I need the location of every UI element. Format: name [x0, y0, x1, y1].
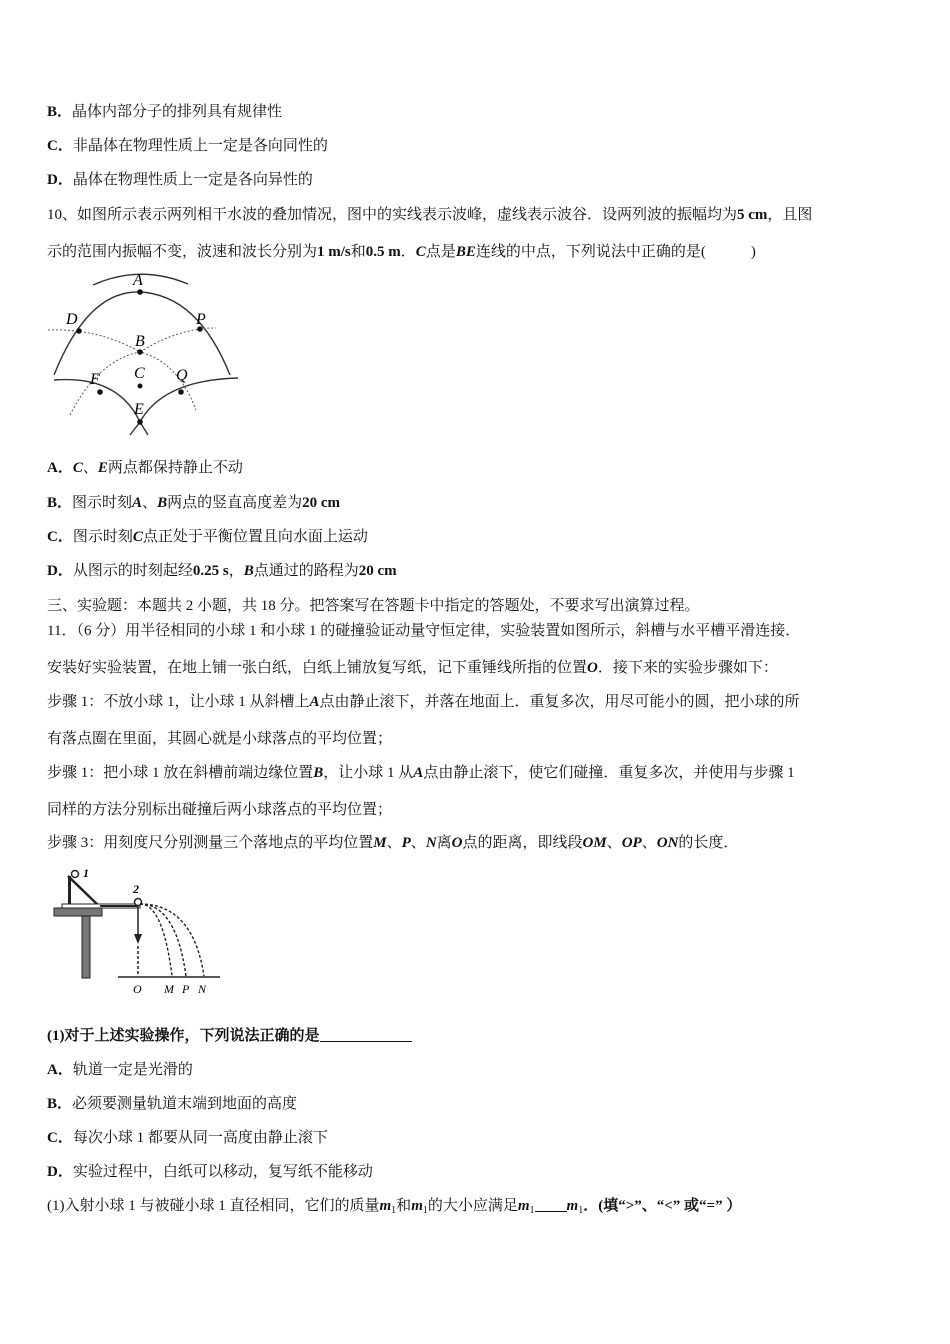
q10-option-d: [47, 561, 397, 581]
q10-stem-line1: [47, 205, 812, 225]
point-label: E: [97, 460, 108, 476]
label-q: Q: [176, 367, 188, 384]
label-c: C: [134, 365, 145, 382]
q9-option-b: [47, 102, 282, 122]
option-text: 两点都保持静止不动: [107, 460, 243, 476]
option-text: 、: [142, 495, 158, 511]
stem-text: ，且图: [767, 207, 813, 223]
stem-text: 步骤 3：用刻度尺分别测量三个落地点的平均位置: [47, 835, 374, 851]
stem-text: 连线的中点，下列说法中正确的是( ): [475, 244, 756, 260]
point-c: [138, 384, 143, 389]
option-text: 点正处于平衡位置且向水面上运动: [142, 529, 368, 545]
option-text: 图示时刻: [72, 529, 133, 545]
segment-label: OM: [582, 835, 607, 851]
mass-subscript: 1: [578, 1205, 584, 1216]
q11-sub1-option-a: [47, 1060, 193, 1080]
wave-interference-figure: [48, 270, 238, 438]
option-text: 从图示的时刻起经: [72, 563, 193, 579]
mass-subscript: 1: [391, 1205, 397, 1216]
point-label: C: [415, 244, 426, 260]
q11-step1: [47, 692, 800, 712]
label-p: P: [182, 982, 190, 996]
amplitude-value: 5 cm: [737, 207, 768, 223]
segment-label: BE: [455, 244, 476, 260]
stem-text: 示的范围内振幅不变，波速和波长分别为: [47, 244, 318, 260]
stem-text: 安装好实验装置，在地上铺一张白纸，白纸上铺放复写纸，记下重锤线所指的位置: [47, 660, 588, 676]
q11-step2-cont: 同样的方法分别标出碰撞后两小球落点的平均位置；: [47, 802, 393, 818]
prompt-text: (1)入射小球 1 与被碰小球 1 直径相同，它们的质量: [47, 1198, 380, 1214]
stem-text: 点由静止滚下，使它们碰撞．重复多次，并使用与步骤 1: [423, 765, 795, 781]
mass-subscript: 1: [422, 1205, 428, 1216]
segment-label: ON: [656, 835, 679, 851]
q10-option-b: [47, 493, 340, 513]
point-label: P: [401, 835, 411, 851]
label-n: N: [198, 982, 207, 996]
q11-line2: [47, 658, 778, 678]
stem-text: 步骤 1：不放小球 1，让小球 1 从斜槽上: [47, 694, 310, 710]
stem-text: 和: [350, 244, 366, 260]
stem-text: 离: [436, 835, 452, 851]
speed-value: 1 m/s: [317, 244, 351, 260]
option-letter: C．: [47, 138, 73, 154]
point-label: B: [313, 765, 324, 781]
mass-symbol: m: [517, 1198, 530, 1214]
point-d: [76, 328, 82, 334]
stem-text: ．: [400, 244, 416, 260]
stem-text: ．接下来的实验步骤如下：: [597, 660, 778, 676]
option-text: 非晶体在物理性质上一定是各向同性的: [72, 138, 328, 154]
point-f: [97, 389, 103, 395]
prompt-text: (1)对于上述实验操作，下列说法正确的是: [47, 1028, 320, 1044]
label-p: P: [196, 311, 206, 328]
wavelength-value: 0.5 m: [365, 244, 401, 260]
point-label: B: [243, 563, 254, 579]
q11-step3: [47, 833, 738, 853]
option-text: 点通过的路程为: [253, 563, 359, 579]
mass-symbol: m: [379, 1198, 392, 1214]
option-text: 必须要测量轨道末端到地面的高度: [72, 1096, 298, 1112]
label-b: B: [135, 333, 145, 350]
point-label: O: [587, 660, 598, 676]
value: 0.25 s: [192, 563, 229, 579]
mass-subscript: 1: [529, 1205, 535, 1216]
prompt-text: 和: [396, 1198, 412, 1214]
stem-text: 点由静止滚下，并落在地面上．重复多次，用尽可能小的圆，把小球的所: [319, 694, 800, 710]
point-label: A: [132, 495, 143, 511]
label-f: F: [90, 371, 100, 388]
option-letter: D．: [47, 172, 73, 188]
option-text: 轨道一定是光滑的: [72, 1062, 193, 1078]
mass-symbol: m: [411, 1198, 423, 1214]
label-ball-2: 2: [133, 882, 139, 896]
value: 20 cm: [358, 563, 397, 579]
q11-step2: [47, 763, 795, 783]
option-letter: C．: [47, 529, 73, 545]
point-label: M: [373, 835, 387, 851]
answer-blank[interactable]: [535, 1197, 567, 1212]
collision-apparatus-figure: [48, 866, 223, 998]
point-label: B: [157, 495, 168, 511]
option-letter: B．: [47, 495, 73, 511]
q11-sub1-option-c: [47, 1128, 328, 1148]
point-b: [137, 349, 143, 355]
ball-1: [72, 871, 79, 878]
option-text: 两点的竖直高度差为: [167, 495, 303, 511]
point-label: N: [425, 835, 437, 851]
option-letter: B．: [47, 1096, 73, 1112]
stem-text: 步骤 1：把小球 1 放在斜槽前端边缘位置: [47, 765, 314, 781]
prompt-text: 的大小应满足: [427, 1198, 518, 1214]
label-a: A: [133, 272, 143, 289]
option-text: 每次小球 1 都要从同一高度由静止滚下: [72, 1130, 328, 1146]
mass-symbol: m: [566, 1198, 579, 1214]
label-m: M: [164, 982, 174, 996]
stem-text: 的长度．: [678, 835, 739, 851]
option-letter: A．: [47, 1062, 73, 1078]
option-text: 、: [82, 460, 98, 476]
option-text: 图示时刻: [72, 495, 133, 511]
q11-sub1-option-b: [47, 1094, 297, 1114]
point-a: [137, 289, 143, 295]
option-letter: B．: [47, 104, 73, 120]
q10-option-c: [47, 527, 368, 547]
point-label: A: [413, 765, 424, 781]
separator: 、: [606, 835, 622, 851]
label-o: O: [133, 982, 142, 996]
section-heading: 三、实验题：本题共 2 小题，共 18 分。把答案写在答题卡中指定的答题处，不要求写出演算过程。: [47, 598, 700, 614]
stem-text: 10、如图所示表示两列相干水波的叠加情况，图中的实线表示波峰，虚线表示波谷．设两列波的振幅均为: [47, 207, 738, 223]
point-q: [178, 389, 184, 395]
option-letter: D．: [47, 563, 73, 579]
separator: 、: [641, 835, 657, 851]
separator: 、: [386, 835, 402, 851]
q9-option-c: [47, 136, 328, 156]
label-d: D: [66, 311, 78, 328]
prompt-text: ．(填“>”、“<” 或“=” ）: [583, 1198, 742, 1214]
q11-sub1-prompt: [47, 1026, 412, 1046]
q10-stem-line2: [47, 242, 756, 262]
q10-option-a: [47, 458, 243, 478]
segment-label: OP: [621, 835, 642, 851]
stem-text: 点是: [425, 244, 456, 260]
label-ball-1: 1: [83, 866, 89, 880]
option-text: ，: [228, 563, 244, 579]
point-label: O: [451, 835, 463, 851]
stem-text: ，让小球 1 从: [323, 765, 414, 781]
option-letter: D．: [47, 1164, 73, 1180]
option-letter: C．: [47, 1130, 73, 1146]
point-label: C: [72, 460, 83, 476]
point-label: A: [309, 694, 320, 710]
value: 20 cm: [302, 495, 340, 511]
q11-line1: 11．（6 分）用半径相同的小球 1 和小球 1 的碰撞验证动量守恒定律，实验装置如图所示，斜槽与水平槽平滑连接．: [47, 623, 801, 639]
q9-option-d: [47, 170, 313, 190]
point-e: [137, 419, 143, 425]
label-e: E: [134, 401, 144, 418]
q11-sub1-option-d: [47, 1162, 373, 1182]
q11-sub2: [47, 1196, 741, 1221]
option-text: 实验过程中，白纸可以移动，复写纸不能移动: [72, 1164, 373, 1180]
option-letter: A．: [47, 460, 73, 476]
separator: 、: [410, 835, 426, 851]
answer-blank[interactable]: [320, 1027, 412, 1042]
option-text: 晶体内部分子的排列具有规律性: [72, 104, 283, 120]
option-text: 晶体在物理性质上一定是各向异性的: [72, 172, 313, 188]
point-label: C: [132, 529, 143, 545]
stem-text: 点的距离，即线段: [462, 835, 583, 851]
q11-step1-cont: 有落点圈在里面，其圆心就是小球落点的平均位置；: [47, 731, 393, 747]
